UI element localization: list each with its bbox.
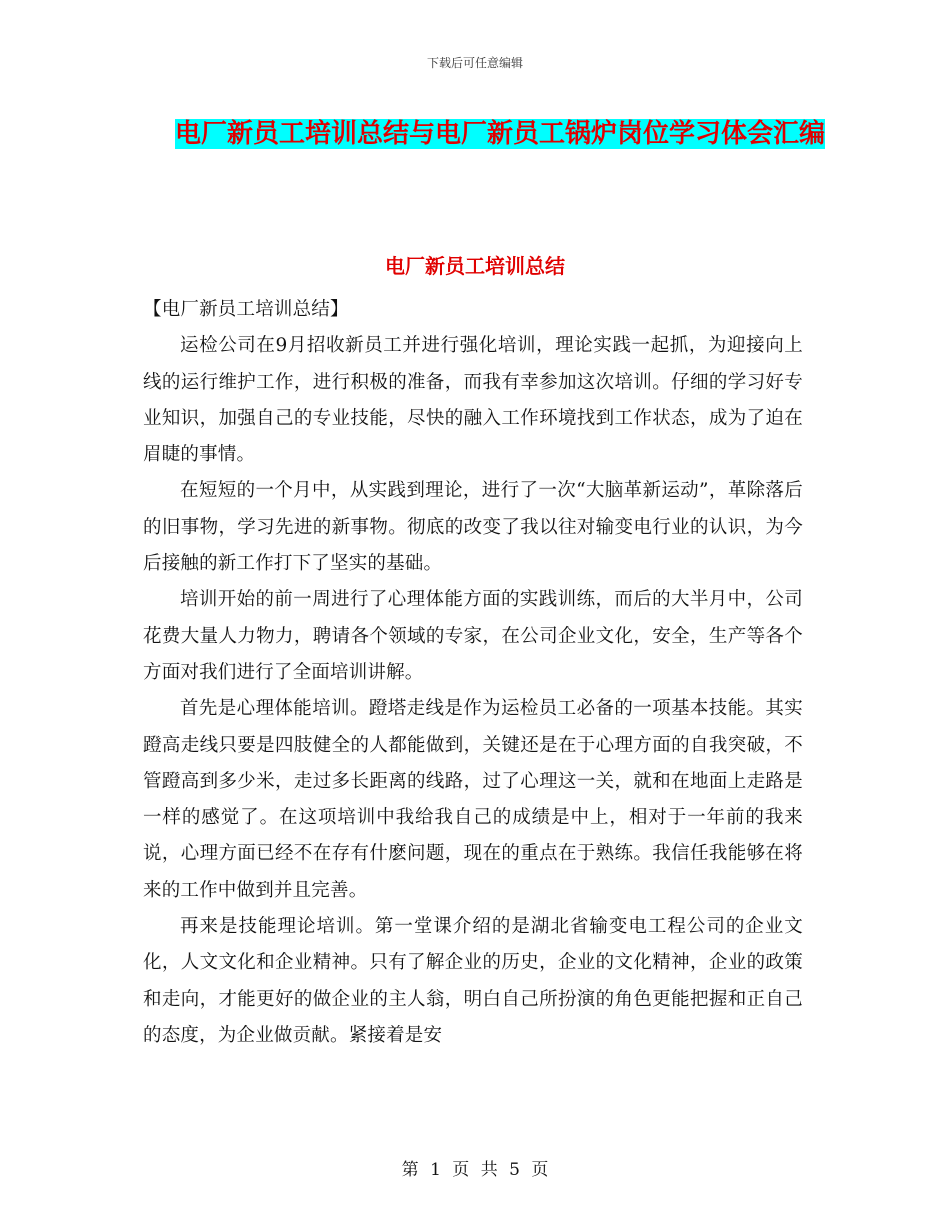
paragraph: 首先是心理体能培训。蹬塔走线是作为运检员工必备的一项基本技能。其实蹬高走线只要是四肢健全的人都能做到，关键还是在于心理方面的自我突破，不管蹬高到多少米，走过多长距离的线路，过了心理这一关，就和在地面上走路是一样的感觉了。在这项培训中我给我自己的成绩是中上，相对于一年前的我来说，心理方面已经不在存有什麽问题，现在的重点在于熟练。我信任我能够在将来的工作中做到并且完善。 xyxy=(143,698,803,901)
document-title xyxy=(140,112,860,156)
section-title: 电厂新员工培训总结 xyxy=(385,254,565,278)
paragraph: 再来是技能理论培训。第一堂课介绍的是湖北省输变电工程公司的企业文化，人文文化和企业精神。只有了解企业的历史，企业的文化精神，企业的政策和走向，才能更好的做企业的主人翁，明白自己所扮演的角色更能把握和正自己的态度，为企业做贡献。紧接着是安 xyxy=(143,916,803,1046)
paragraph: 在短短的一个月中，从实践到理论，进行了一次“大脑革新运动”，革除落后的旧事物，学习先进的新事物。彻底的改变了我以往对输变电行业的认识，为今后接触的新工作打下了坚实的基础。 xyxy=(143,480,803,575)
paragraph: 运检公司在9月招收新员工并进行强化培训，理论实践一起抓，为迎接向上线的运行维护工作，进行积极的准备，而我有幸参加这次培训。仔细的学习好专业知识，加强自己的专业技能，尽快的融入工作环境找到工作状态，成为了迫在眉睫的事情。 xyxy=(143,335,803,466)
paragraph-heading: 【电厂新员工培训总结】 xyxy=(143,299,349,320)
header-note: 下载后可任意编辑 xyxy=(426,56,523,70)
page-footer: 第 1 页 共 5 页 xyxy=(401,1160,549,1180)
document-title-text: 电厂新员工培训总结与电厂新员工锅炉岗位学习体会汇编 xyxy=(174,119,825,149)
paragraph: 培训开始的前一周进行了心理体能方面的实践训练，而后的大半月中，公司花费大量人力物力，聘请各个领域的专家，在公司企业文化，安全，生产等各个方面对我们进行了全面培训讲解。 xyxy=(143,589,803,683)
document-body xyxy=(143,292,803,1054)
